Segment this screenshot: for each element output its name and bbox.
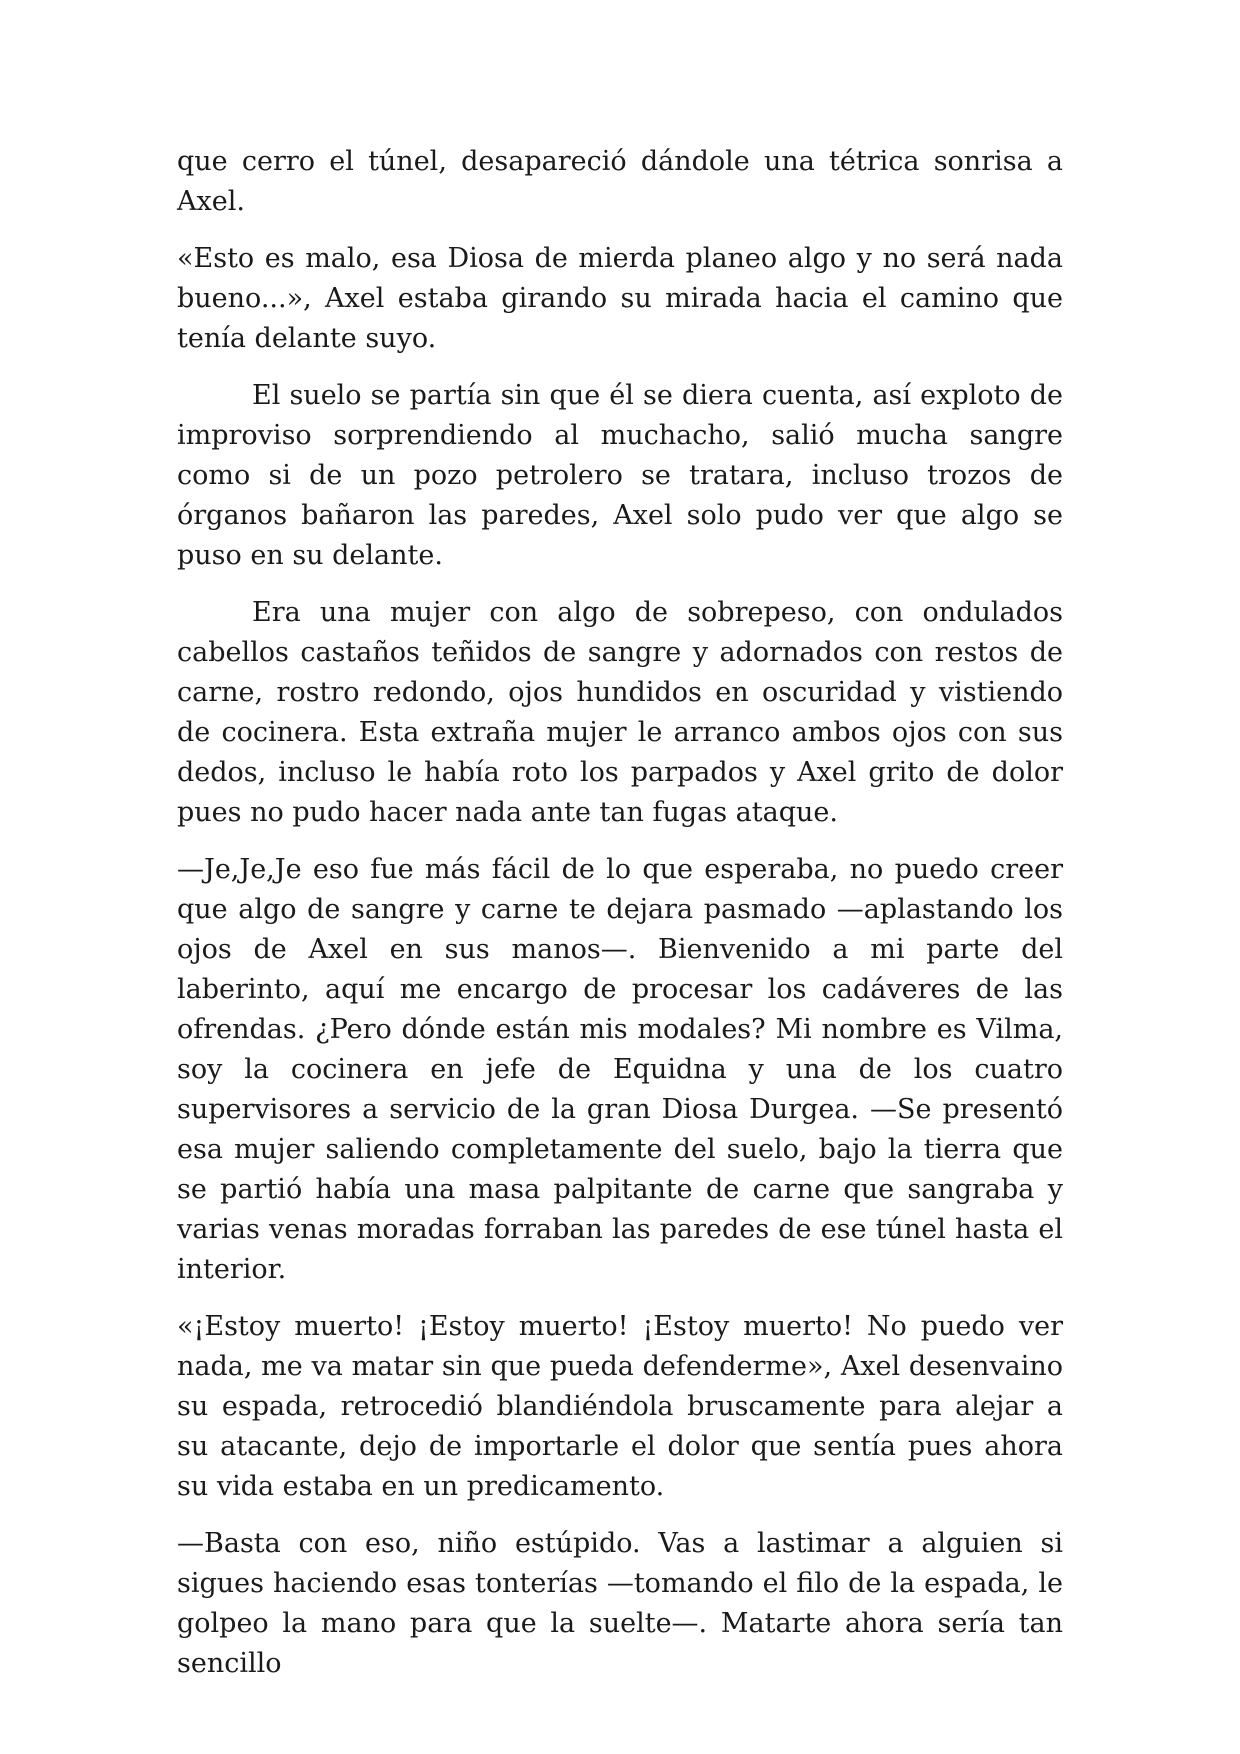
paragraph-3: El suelo se partía sin que él se diera cuenta, así exploto de improviso sorprendiendo al muchacho, salió mucha sangre como si de un pozo petrolero se tratara, incluso trozos de órganos bañaron las paredes, Axel solo pudo ver que algo se puso en su delante.: [177, 380, 1063, 571]
paragraph-7: —Basta con eso, niño estúpido. Vas a lastimar a alguien si sigues haciendo esas tonterías —tomando el filo de la espada, le golpeo la mano para que la suelte—. Matarte ahora sería tan sencillo: [177, 1528, 1063, 1679]
paragraph-1: que cerro el túnel, desapareció dándole una tétrica sonrisa a Axel.: [177, 146, 1063, 217]
paragraph-6: «¡Estoy muerto! ¡Estoy muerto! ¡Estoy muerto! No puedo ver nada, me va matar sin que pueda defenderme», Axel desenvaino su espada, retrocedió blandiéndola bruscamente para alejar a su atacante, dejo de importarle el dolor que sentía pues ahora su vida estaba en un predicamento.: [177, 1311, 1063, 1502]
paragraph-2: «Esto es malo, esa Diosa de mierda planeo algo y no será nada bueno...», Axel estaba girando su mirada hacia el camino que tenía delante suyo.: [177, 243, 1063, 354]
paragraph-4: Era una mujer con algo de sobrepeso, con ondulados cabellos castaños teñidos de sangre y adornados con restos de carne, rostro redondo, ojos hundidos en oscuridad y vistiendo de cocinera. Esta extraña mujer le arranco ambos ojos con sus dedos, incluso le había roto los parpados y Axel grito de dolor pues no pudo hacer nada ante tan fugas ataque.: [177, 597, 1063, 828]
page-body: [177, 142, 1063, 1701]
paragraph-5: —Je,Je,Je eso fue más fácil de lo que esperaba, no puedo creer que algo de sangre y carne te dejara pasmado —aplastando los ojos de Axel en sus manos—. Bienvenido a mi parte del laberinto, aquí me encargo de procesar los cadáveres de las ofrendas. ¿Pero dónde están mis modales? Mi nombre es Vilma, soy la cocinera en jefe de Equidna y una de los cuatro supervisores a servicio de la gran Diosa Durgea. —Se presentó esa mujer saliendo completamente del suelo, bajo la tierra que se partió había una masa palpitante de carne que sangraba y varias venas moradas forraban las paredes de ese túnel hasta el interior.: [177, 854, 1063, 1285]
